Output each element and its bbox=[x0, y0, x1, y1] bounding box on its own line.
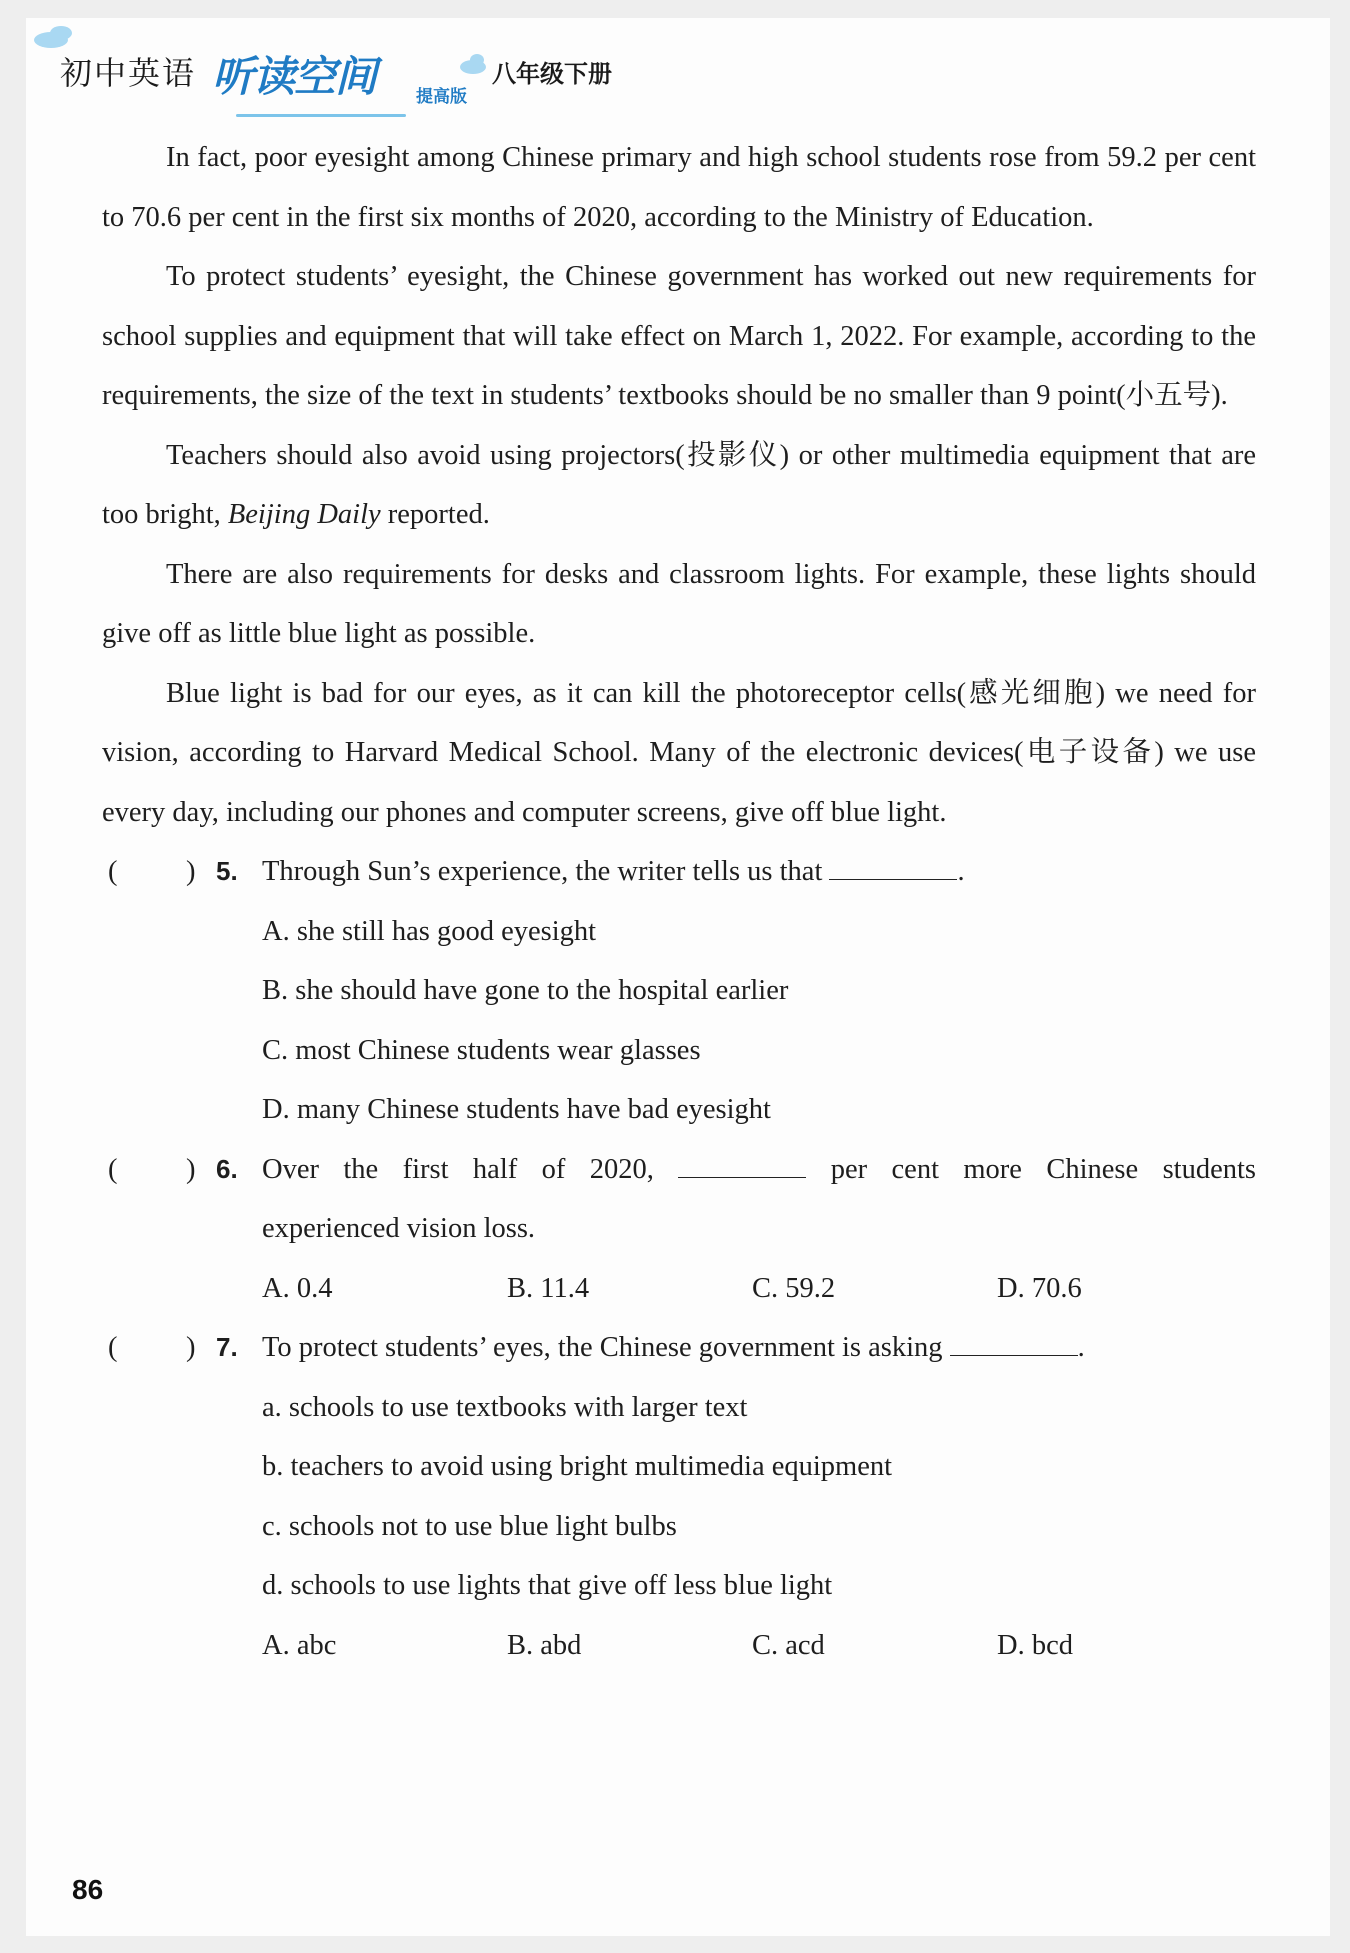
grade-label: 八年级下册 bbox=[492, 60, 612, 88]
answer-blank bbox=[950, 1333, 1078, 1356]
cloud-decoration bbox=[50, 26, 72, 40]
option-b: B. abd bbox=[507, 1629, 582, 1661]
answer-paren-close: ) bbox=[186, 1153, 196, 1185]
option-d: D. many Chinese students have bad eyesight bbox=[262, 1094, 771, 1125]
paragraph: In fact, poor eyesight among Chinese primary and high school students rose from 59.2 per cent to 70.6 per cent in the first six months of 2020, according to the Ministry of Education. bbox=[102, 142, 1256, 233]
answer-paren-open: ( bbox=[108, 1153, 118, 1185]
answer-paren-open: ( bbox=[108, 1332, 118, 1363]
option-d: D. 70.6 bbox=[997, 1272, 1082, 1304]
statement-d: d. schools to use lights that give off less blue light bbox=[262, 1570, 833, 1601]
answer-paren-open: ( bbox=[108, 856, 118, 887]
question-stem bbox=[262, 1140, 1256, 1200]
option-c: C. 59.2 bbox=[752, 1272, 836, 1304]
question-5 bbox=[102, 842, 1256, 1140]
brand-series-logo: 听读空间 bbox=[212, 52, 377, 101]
option-a: A. she still has good eyesight bbox=[262, 915, 597, 947]
question-number: 5. bbox=[216, 856, 238, 886]
answer-blank bbox=[678, 1155, 806, 1178]
option-b: B. she should have gone to the hospital earlier bbox=[262, 975, 789, 1006]
option-a: A. abc bbox=[262, 1629, 337, 1661]
option-a: A. 0.4 bbox=[262, 1272, 333, 1304]
option-c: C. acd bbox=[752, 1629, 825, 1661]
option-b: B. 11.4 bbox=[507, 1272, 590, 1304]
page-header bbox=[26, 18, 1330, 128]
question-stem-text: Through Sun’s experience, the writer tells us that bbox=[262, 856, 823, 887]
brand-main-title: 初中英语 bbox=[60, 54, 197, 92]
option-row bbox=[262, 1259, 1256, 1319]
paragraph: There are also requirements for desks and classroom lights. For example, these lights should give off as little blue light as possible. bbox=[102, 558, 1256, 649]
page-number: 86 bbox=[72, 1874, 104, 1905]
question-stem-text: Over the first half of 2020, bbox=[262, 1153, 654, 1185]
answer-paren-close: ) bbox=[186, 856, 196, 887]
statement-a: a. schools to use textbooks with larger text bbox=[262, 1391, 748, 1423]
question-stem-continued: experienced vision loss. bbox=[262, 1213, 536, 1244]
question-stem-end: . bbox=[957, 856, 965, 887]
paragraph bbox=[102, 426, 1256, 545]
question-stem-text: To protect students’ eyes, the Chinese government is asking bbox=[262, 1332, 943, 1363]
question-7 bbox=[102, 1318, 1256, 1675]
paragraph: Blue light is bad for our eyes, as it can kill the photoreceptor cells(感光细胞) we need for vision, according to Harvard Medical School. Many of the electronic devices(电子设备) we use every day, including our phones and computer screens, give off blue light. bbox=[102, 677, 1256, 828]
answer-blank bbox=[829, 857, 957, 880]
question-6 bbox=[102, 1140, 1256, 1319]
statement-c: c. schools not to use blue light bulbs bbox=[262, 1510, 677, 1542]
paragraph-text: reported. bbox=[380, 499, 490, 530]
paragraph-text: Teachers should also avoid using projectors(投影仪) or other multimedia equipment that are too bright, bbox=[102, 439, 1256, 530]
question-number: 6. bbox=[216, 1153, 238, 1184]
option-c: C. most Chinese students wear glasses bbox=[262, 1034, 701, 1066]
brand-edition-label: 提高版 bbox=[416, 87, 467, 107]
cloud-decoration bbox=[470, 54, 484, 66]
question-stem bbox=[262, 842, 1256, 902]
question-stem-end: . bbox=[1077, 1332, 1085, 1363]
question-stem-text: per cent more Chinese students bbox=[830, 1153, 1256, 1185]
header-underline bbox=[236, 114, 406, 117]
newspaper-title: Beijing Daily bbox=[227, 499, 381, 530]
answer-paren-close: ) bbox=[186, 1332, 196, 1363]
question-stem bbox=[262, 1318, 1256, 1378]
workbook-page bbox=[26, 18, 1330, 1936]
paragraph: To protect students’ eyesight, the Chinese government has worked out new requirements for school supplies and equipment that will take effect on March 1, 2022. For example, according to the requirements, the size of the text in students’ textbooks should be no smaller than 9 point(小五号). bbox=[102, 261, 1256, 411]
option-row bbox=[262, 1616, 1256, 1676]
question-number: 7. bbox=[216, 1332, 238, 1362]
reading-passage bbox=[102, 128, 1256, 1675]
statement-b: b. teachers to avoid using bright multimedia equipment bbox=[262, 1451, 893, 1482]
option-d: D. bcd bbox=[997, 1629, 1073, 1661]
